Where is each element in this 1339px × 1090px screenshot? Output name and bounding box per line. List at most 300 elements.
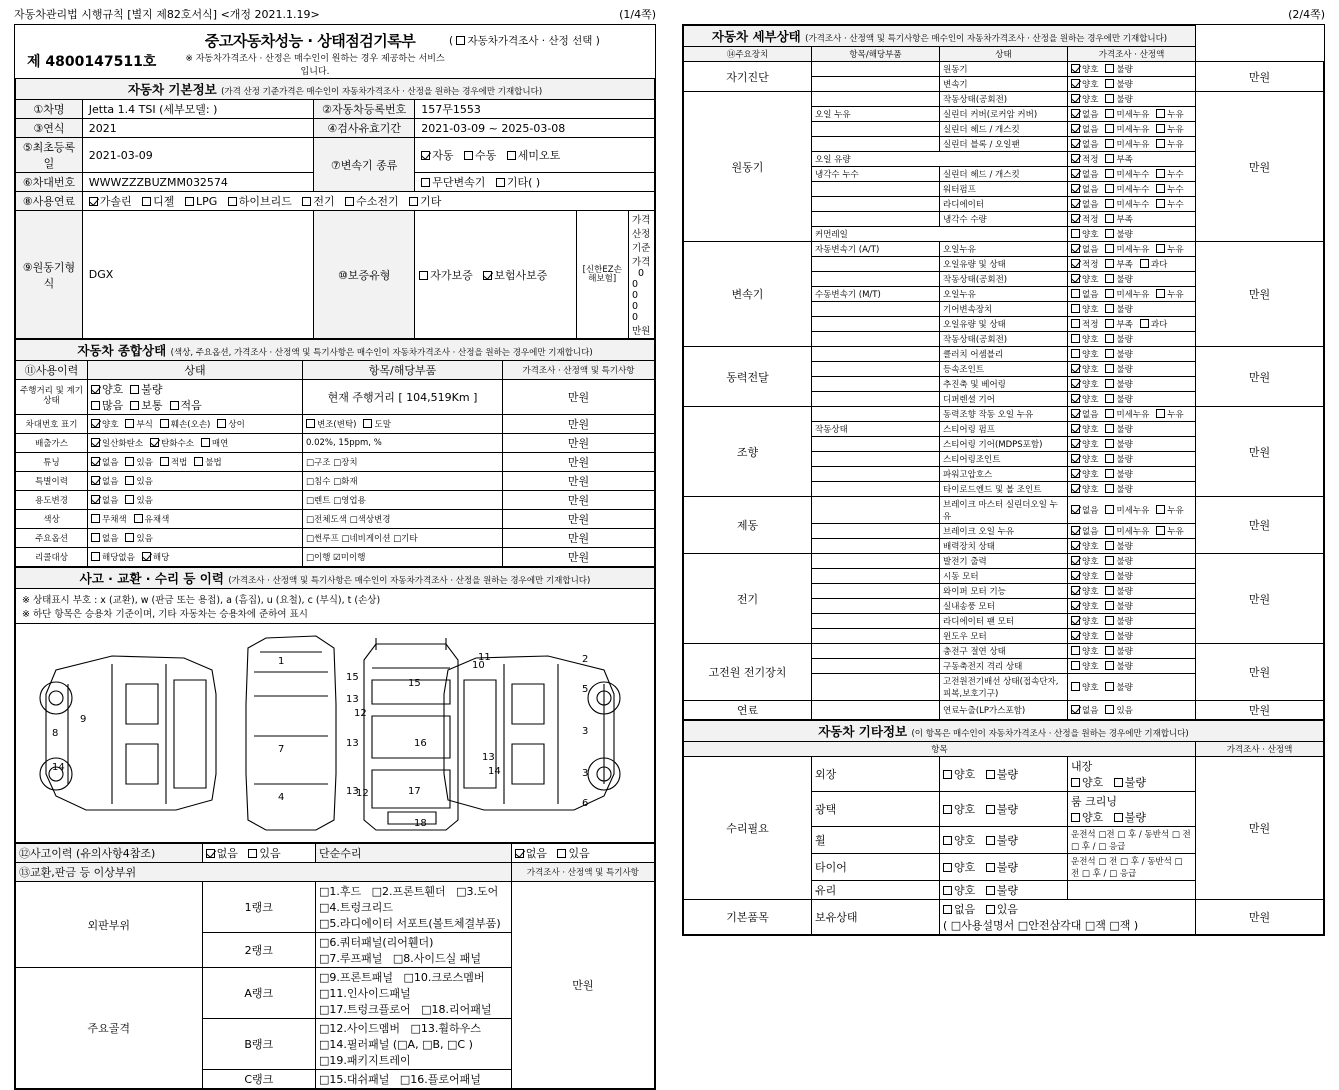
odometer-good[interactable]: 양호 <box>91 381 123 397</box>
detail-option-checkbox[interactable] <box>1156 289 1165 298</box>
detail-option-checkbox[interactable] <box>1071 244 1080 253</box>
detail-option-checkbox[interactable] <box>1105 526 1114 535</box>
detail-option-checkbox[interactable] <box>1105 646 1114 655</box>
detail-option-양호[interactable] <box>1071 681 1098 693</box>
detail-option-누유[interactable] <box>1156 243 1183 255</box>
interior-good-checkbox[interactable] <box>1071 778 1080 787</box>
detail-option-미세누유[interactable] <box>1105 123 1149 135</box>
detail-option-미세누유[interactable] <box>1105 108 1149 120</box>
detail-option-checkbox[interactable] <box>1105 556 1114 565</box>
detail-option-checkbox[interactable] <box>1105 454 1114 463</box>
detail-option-checkbox[interactable] <box>1105 109 1114 118</box>
vinmark-corrosion[interactable]: 부식 <box>125 418 152 430</box>
usage-yes[interactable]: 있음 <box>125 494 152 506</box>
detail-option-없음[interactable] <box>1071 504 1098 516</box>
detail-option-checkbox[interactable] <box>1071 64 1080 73</box>
detail-option-불량[interactable] <box>1105 378 1132 390</box>
detail-option-checkbox[interactable] <box>1071 169 1080 178</box>
warranty-self-checkbox[interactable] <box>419 271 428 280</box>
detail-option-미세누수[interactable] <box>1105 183 1149 195</box>
usage-none-checkbox[interactable] <box>91 495 100 504</box>
detail-option-checkbox[interactable] <box>1071 124 1080 133</box>
detail-option-불량[interactable] <box>1105 393 1132 405</box>
detail-option-checkbox[interactable] <box>1071 409 1080 418</box>
panel-trunk-lid[interactable]: □4.트렁크리드 <box>318 901 394 914</box>
detail-option-미세누유[interactable] <box>1105 243 1149 255</box>
color-parts[interactable]: □전체도색 □색상변경 <box>303 510 503 529</box>
detail-option-checkbox[interactable] <box>1071 631 1080 640</box>
detail-option-checkbox[interactable] <box>1105 289 1114 298</box>
detail-option-checkbox[interactable] <box>1071 541 1080 550</box>
recall-applicable-checkbox[interactable] <box>142 552 151 561</box>
color-chromatic[interactable]: 유채색 <box>134 513 170 525</box>
fuel-diesel-checkbox[interactable] <box>142 197 151 206</box>
frame-front-panel[interactable]: □9.프론트패널 <box>318 971 394 984</box>
detail-option-checkbox[interactable] <box>1071 139 1080 148</box>
detail-option-checkbox[interactable] <box>1105 319 1114 328</box>
special-yes[interactable]: 있음 <box>125 475 152 487</box>
detail-option-양호[interactable] <box>1071 273 1098 285</box>
vinmark-erased-checkbox[interactable] <box>363 419 372 428</box>
transmission-other-checkbox[interactable] <box>496 178 505 187</box>
detail-option-누수[interactable] <box>1156 198 1183 210</box>
detail-option-checkbox[interactable] <box>1156 109 1165 118</box>
detail-option-없음[interactable] <box>1071 108 1098 120</box>
detail-option-checkbox[interactable] <box>1156 505 1165 514</box>
detail-option-부족[interactable] <box>1105 153 1132 165</box>
exterior-good-checkbox[interactable] <box>943 770 952 779</box>
emission-co[interactable]: 일산화탄소 <box>91 437 143 449</box>
detail-option-checkbox[interactable] <box>1105 274 1114 283</box>
detail-option-checkbox[interactable] <box>1156 139 1165 148</box>
emission-smoke-checkbox[interactable] <box>201 438 210 447</box>
detail-option-checkbox[interactable] <box>1071 229 1080 238</box>
transmission-cvt-checkbox[interactable] <box>421 178 430 187</box>
detail-option-불량[interactable] <box>1105 468 1132 480</box>
detail-option-checkbox[interactable] <box>1071 556 1080 565</box>
fuel-option-hydrogen[interactable] <box>345 193 399 209</box>
detail-option-양호[interactable] <box>1071 630 1098 642</box>
detail-option-불량[interactable] <box>1105 273 1132 285</box>
color-achromatic-checkbox[interactable] <box>91 514 100 523</box>
fuel-option-gasoline[interactable] <box>89 193 132 209</box>
tuning-yes[interactable]: 있음 <box>125 456 152 468</box>
frame-inside-panel[interactable]: □11.인사이드패널 <box>318 987 411 1000</box>
usage-none[interactable]: 없음 <box>91 494 118 506</box>
fuel-option-diesel[interactable] <box>142 193 174 209</box>
detail-option-checkbox[interactable] <box>1071 304 1080 313</box>
polish-bad[interactable]: 불량 <box>986 801 1018 817</box>
accident-none[interactable]: 없음 <box>206 845 238 861</box>
detail-option-checkbox[interactable] <box>1105 349 1114 358</box>
accident-yes-checkbox[interactable] <box>248 849 257 858</box>
transmission-option-semiauto[interactable] <box>507 147 561 163</box>
detail-option-미세누유[interactable] <box>1105 504 1149 516</box>
transmission-semiauto-checkbox[interactable] <box>507 151 516 160</box>
detail-option-checkbox[interactable] <box>1105 682 1114 691</box>
fuel-other-checkbox[interactable] <box>409 197 418 206</box>
detail-option-checkbox[interactable] <box>1105 154 1114 163</box>
detail-option-미세누유[interactable] <box>1105 138 1149 150</box>
fuel-electric-checkbox[interactable] <box>302 197 311 206</box>
simple-none[interactable]: 없음 <box>515 845 547 861</box>
frame-dash-panel[interactable]: □15.대쉬패널 <box>318 1073 390 1086</box>
vinmark-good[interactable]: 양호 <box>91 418 118 430</box>
fuel-hydrogen-checkbox[interactable] <box>345 197 354 206</box>
warranty-option-self[interactable] <box>419 267 473 283</box>
detail-option-누유[interactable] <box>1156 408 1183 420</box>
vinmark-damage[interactable]: 훼손(오손) <box>160 418 210 430</box>
roomcleaning-good-checkbox[interactable] <box>1071 813 1080 822</box>
detail-option-checkbox[interactable] <box>1071 214 1080 223</box>
detail-option-checkbox[interactable] <box>1071 469 1080 478</box>
detail-option-checkbox[interactable] <box>1105 541 1114 550</box>
detail-option-불량[interactable] <box>1105 570 1132 582</box>
detail-option-checkbox[interactable] <box>1071 646 1080 655</box>
detail-option-없음[interactable] <box>1071 288 1098 300</box>
detail-option-양호[interactable] <box>1071 348 1098 360</box>
detail-option-불량[interactable] <box>1105 453 1132 465</box>
detail-option-과다[interactable] <box>1140 258 1167 270</box>
detail-option-불량[interactable] <box>1105 438 1132 450</box>
detail-option-불량[interactable] <box>1105 333 1132 345</box>
detail-option-불량[interactable] <box>1105 615 1132 627</box>
interior-bad[interactable]: 불량 <box>1114 774 1146 790</box>
detail-option-checkbox[interactable] <box>1105 424 1114 433</box>
recall-applicable[interactable]: 해당 <box>142 551 169 563</box>
detail-option-누유[interactable] <box>1156 138 1183 150</box>
detail-option-checkbox[interactable] <box>1156 169 1165 178</box>
interior-bad-checkbox[interactable] <box>1114 778 1123 787</box>
detail-option-양호[interactable] <box>1071 303 1098 315</box>
detail-option-checkbox[interactable] <box>1105 229 1114 238</box>
detail-option-불량[interactable] <box>1105 78 1132 90</box>
detail-option-양호[interactable] <box>1071 78 1098 90</box>
detail-option-없음[interactable] <box>1071 168 1098 180</box>
panel-door[interactable]: □3.도어 <box>456 885 499 898</box>
detail-option-checkbox[interactable] <box>1156 199 1165 208</box>
odometer-good-checkbox[interactable] <box>91 385 100 394</box>
odometer-many-checkbox[interactable] <box>91 401 100 410</box>
roomcleaning-bad-checkbox[interactable] <box>1114 813 1123 822</box>
usage-yes-checkbox[interactable] <box>125 495 134 504</box>
detail-option-있음[interactable] <box>1105 704 1132 716</box>
frame-cross-member[interactable]: □10.크로스멤버 <box>403 971 485 984</box>
detail-option-없음[interactable] <box>1071 408 1098 420</box>
odometer-few-checkbox[interactable] <box>170 401 179 410</box>
tuning-legal[interactable]: 적법 <box>160 456 187 468</box>
detail-option-양호[interactable] <box>1071 378 1098 390</box>
vinmark-altered-checkbox[interactable] <box>306 419 315 428</box>
fuel-lpg-checkbox[interactable] <box>185 197 194 206</box>
simple-yes[interactable]: 있음 <box>557 845 589 861</box>
detail-option-적정[interactable] <box>1071 318 1098 330</box>
vinmark-good-checkbox[interactable] <box>91 419 100 428</box>
detail-option-불량[interactable] <box>1105 660 1132 672</box>
detail-option-checkbox[interactable] <box>1071 154 1080 163</box>
detail-option-양호[interactable] <box>1071 93 1098 105</box>
detail-option-누유[interactable] <box>1156 504 1183 516</box>
detail-option-불량[interactable] <box>1105 645 1132 657</box>
odometer-normal[interactable]: 보통 <box>130 397 162 413</box>
detail-option-없음[interactable] <box>1071 704 1098 716</box>
glass-bad-checkbox[interactable] <box>986 886 995 895</box>
wheel-good[interactable]: 양호 <box>943 832 975 848</box>
detail-option-checkbox[interactable] <box>1105 379 1114 388</box>
detail-option-양호[interactable] <box>1071 645 1098 657</box>
emission-smoke[interactable]: 매연 <box>201 437 228 449</box>
tuning-legal-checkbox[interactable] <box>160 457 169 466</box>
options-none[interactable]: 없음 <box>91 532 118 544</box>
detail-option-양호[interactable] <box>1071 453 1098 465</box>
detail-option-누수[interactable] <box>1156 183 1183 195</box>
polish-good[interactable]: 양호 <box>943 801 975 817</box>
detail-option-불량[interactable] <box>1105 63 1132 75</box>
detail-option-checkbox[interactable] <box>1071 394 1080 403</box>
tuning-none-checkbox[interactable] <box>91 457 100 466</box>
polish-bad-checkbox[interactable] <box>986 805 995 814</box>
detail-option-checkbox[interactable] <box>1071 289 1080 298</box>
detail-option-미세누유[interactable] <box>1105 525 1149 537</box>
detail-option-checkbox[interactable] <box>1071 259 1080 268</box>
interior-good[interactable]: 양호 <box>1071 774 1103 790</box>
tire-good[interactable]: 양호 <box>943 859 975 875</box>
detail-option-checkbox[interactable] <box>1071 586 1080 595</box>
detail-option-checkbox[interactable] <box>1071 379 1080 388</box>
options-yes[interactable]: 있음 <box>125 532 152 544</box>
transmission-option-other[interactable] <box>496 174 540 190</box>
detail-option-checkbox[interactable] <box>1071 79 1080 88</box>
detail-option-checkbox[interactable] <box>1105 601 1114 610</box>
vinmark-altered[interactable]: 변조(변탁) <box>306 418 356 430</box>
detail-option-없음[interactable] <box>1071 525 1098 537</box>
panel-front-fender[interactable]: □2.프론트휀더 <box>371 885 446 898</box>
odometer-many[interactable]: 많음 <box>91 397 123 413</box>
detail-option-checkbox[interactable] <box>1105 334 1114 343</box>
tuning-yes-checkbox[interactable] <box>125 457 134 466</box>
detail-option-checkbox[interactable] <box>1105 705 1114 714</box>
basic-items-detail[interactable]: ( □사용설명서 □안전삼각대 □잭 □잭 ) <box>943 919 1139 932</box>
vinmark-different-checkbox[interactable] <box>217 419 226 428</box>
tire-good-checkbox[interactable] <box>943 863 952 872</box>
detail-option-checkbox[interactable] <box>1105 505 1114 514</box>
detail-option-checkbox[interactable] <box>1156 184 1165 193</box>
detail-option-checkbox[interactable] <box>1071 571 1080 580</box>
frame-trunk-floor[interactable]: □17.트렁크플로어 <box>318 1003 411 1016</box>
detail-option-checkbox[interactable] <box>1071 526 1080 535</box>
panel-hood[interactable]: □1.후드 <box>318 885 362 898</box>
panel-side-sill[interactable]: □8.사이드실 패널 <box>392 952 482 965</box>
detail-option-적정[interactable] <box>1071 258 1098 270</box>
detail-option-checkbox[interactable] <box>1071 319 1080 328</box>
frame-pillar-panel[interactable]: □14.필러패널 (□A, □B, □C ) <box>318 1038 473 1051</box>
transmission-manual-checkbox[interactable] <box>464 151 473 160</box>
detail-option-양호[interactable] <box>1071 228 1098 240</box>
detail-option-checkbox[interactable] <box>1105 259 1114 268</box>
detail-option-불량[interactable] <box>1105 600 1132 612</box>
wheel-bad[interactable]: 불량 <box>986 832 1018 848</box>
detail-option-누수[interactable] <box>1156 168 1183 180</box>
special-yes-checkbox[interactable] <box>125 476 134 485</box>
etc-wheel-position[interactable]: 운전석 □전 □ 후 / 동반석 □ 전 □ 후 / □ 응급 <box>1068 827 1196 854</box>
detail-option-checkbox[interactable] <box>1156 244 1165 253</box>
detail-option-양호[interactable] <box>1071 540 1098 552</box>
detail-option-checkbox[interactable] <box>1071 184 1080 193</box>
detail-option-checkbox[interactable] <box>1105 439 1114 448</box>
fuel-option-hybrid[interactable] <box>228 193 292 209</box>
detail-option-부족[interactable] <box>1105 318 1132 330</box>
detail-option-checkbox[interactable] <box>1071 682 1080 691</box>
simple-none-checkbox[interactable] <box>515 849 524 858</box>
panel-quarter[interactable]: □6.쿼터패널(리어휀더) <box>318 936 434 949</box>
roomcleaning-bad[interactable]: 불량 <box>1114 809 1146 825</box>
recall-parts[interactable]: □이행 ☑미이행 <box>303 548 503 567</box>
fuel-option-other[interactable] <box>409 193 441 209</box>
detail-option-checkbox[interactable] <box>1071 109 1080 118</box>
recall-na[interactable]: 해당없음 <box>91 551 135 563</box>
detail-option-없음[interactable] <box>1071 198 1098 210</box>
detail-option-checkbox[interactable] <box>1105 571 1114 580</box>
options-yes-checkbox[interactable] <box>125 533 134 542</box>
frame-wheel-house[interactable]: □13.휠하우스 <box>410 1022 481 1035</box>
frame-side-member[interactable]: □12.사이드멤버 <box>318 1022 401 1035</box>
detail-option-checkbox[interactable] <box>1105 169 1114 178</box>
transmission-option-auto[interactable] <box>421 147 453 163</box>
options-none-checkbox[interactable] <box>91 533 100 542</box>
detail-option-없음[interactable] <box>1071 243 1098 255</box>
fuel-hybrid-checkbox[interactable] <box>228 197 237 206</box>
tuning-illegal[interactable]: 불법 <box>194 456 221 468</box>
detail-option-checkbox[interactable] <box>1105 94 1114 103</box>
detail-option-불량[interactable] <box>1105 585 1132 597</box>
detail-option-양호[interactable] <box>1071 333 1098 345</box>
detail-option-부족[interactable] <box>1105 258 1132 270</box>
detail-option-불량[interactable] <box>1105 423 1132 435</box>
detail-option-checkbox[interactable] <box>1156 124 1165 133</box>
warranty-insurer-checkbox[interactable] <box>483 271 492 280</box>
detail-option-checkbox[interactable] <box>1071 199 1080 208</box>
detail-option-미세누유[interactable] <box>1105 408 1149 420</box>
detail-option-checkbox[interactable] <box>1071 505 1080 514</box>
special-parts[interactable]: □침수 □화재 <box>303 472 503 491</box>
detail-option-양호[interactable] <box>1071 63 1098 75</box>
color-chromatic-checkbox[interactable] <box>134 514 143 523</box>
detail-option-양호[interactable] <box>1071 600 1098 612</box>
glass-good[interactable]: 양호 <box>943 882 975 898</box>
detail-option-없음[interactable] <box>1071 138 1098 150</box>
recall-na-checkbox[interactable] <box>91 552 100 561</box>
detail-option-적정[interactable] <box>1071 213 1098 225</box>
detail-option-checkbox[interactable] <box>1105 184 1114 193</box>
glass-good-checkbox[interactable] <box>943 886 952 895</box>
detail-option-checkbox[interactable] <box>1071 454 1080 463</box>
detail-option-미세누수[interactable] <box>1105 198 1149 210</box>
detail-option-미세누유[interactable] <box>1105 288 1149 300</box>
vinmark-corrosion-checkbox[interactable] <box>125 419 134 428</box>
basic-items-none-checkbox[interactable] <box>943 905 952 914</box>
detail-option-checkbox[interactable] <box>1071 484 1080 493</box>
detail-option-불량[interactable] <box>1105 483 1132 495</box>
exterior-bad-checkbox[interactable] <box>986 770 995 779</box>
detail-option-불량[interactable] <box>1105 681 1132 693</box>
special-none-checkbox[interactable] <box>91 476 100 485</box>
detail-option-checkbox[interactable] <box>1105 394 1114 403</box>
detail-option-불량[interactable] <box>1105 555 1132 567</box>
detail-option-양호[interactable] <box>1071 585 1098 597</box>
detail-option-checkbox[interactable] <box>1140 319 1149 328</box>
detail-option-양호[interactable] <box>1071 363 1098 375</box>
odometer-bad[interactable]: 불량 <box>130 381 162 397</box>
detail-option-누유[interactable] <box>1156 123 1183 135</box>
detail-option-양호[interactable] <box>1071 660 1098 672</box>
detail-option-양호[interactable] <box>1071 570 1098 582</box>
odometer-few[interactable]: 적음 <box>170 397 202 413</box>
detail-option-checkbox[interactable] <box>1105 484 1114 493</box>
tuning-illegal-checkbox[interactable] <box>194 457 203 466</box>
detail-option-checkbox[interactable] <box>1105 631 1114 640</box>
tuning-parts[interactable]: □구조 □장치 <box>303 453 503 472</box>
frame-package-tray[interactable]: □19.패키지트레이 <box>318 1054 411 1067</box>
detail-option-적정[interactable] <box>1071 153 1098 165</box>
fuel-option-lpg[interactable] <box>185 195 217 208</box>
detail-option-checkbox[interactable] <box>1071 94 1080 103</box>
detail-option-양호[interactable] <box>1071 438 1098 450</box>
vinmark-damage-checkbox[interactable] <box>160 419 169 428</box>
detail-option-checkbox[interactable] <box>1105 469 1114 478</box>
frame-rear-panel[interactable]: □18.리어패널 <box>421 1003 492 1016</box>
detail-option-checkbox[interactable] <box>1140 259 1149 268</box>
odometer-normal-checkbox[interactable] <box>130 401 139 410</box>
detail-option-checkbox[interactable] <box>1105 79 1114 88</box>
detail-option-checkbox[interactable] <box>1071 439 1080 448</box>
detail-option-없음[interactable] <box>1071 183 1098 195</box>
detail-option-누유[interactable] <box>1156 525 1183 537</box>
basic-items-yes[interactable]: 있음 <box>986 901 1018 917</box>
accident-yes[interactable]: 있음 <box>248 845 280 861</box>
price-option-checkbox[interactable] <box>456 36 465 45</box>
wheel-good-checkbox[interactable] <box>943 836 952 845</box>
detail-option-불량[interactable] <box>1105 228 1132 240</box>
etc-tire-position[interactable]: 운전석 □ 전 □ 후 / 동반석 □ 전 □ 후 / □ 응급 <box>1068 854 1196 881</box>
detail-option-없음[interactable] <box>1071 123 1098 135</box>
detail-option-양호[interactable] <box>1071 423 1098 435</box>
exterior-bad[interactable]: 불량 <box>986 766 1018 782</box>
detail-option-checkbox[interactable] <box>1071 661 1080 670</box>
detail-option-checkbox[interactable] <box>1105 409 1114 418</box>
wheel-bad-checkbox[interactable] <box>986 836 995 845</box>
detail-option-checkbox[interactable] <box>1105 304 1114 313</box>
transmission-option-manual[interactable] <box>464 147 496 163</box>
vinmark-erased[interactable]: 도말 <box>363 418 390 430</box>
detail-option-checkbox[interactable] <box>1071 364 1080 373</box>
emission-co-checkbox[interactable] <box>91 438 100 447</box>
detail-option-불량[interactable] <box>1105 93 1132 105</box>
accident-none-checkbox[interactable] <box>206 849 215 858</box>
fuel-gasoline-checkbox[interactable] <box>89 197 98 206</box>
detail-option-누유[interactable] <box>1156 288 1183 300</box>
detail-option-checkbox[interactable] <box>1071 616 1080 625</box>
panel-roof[interactable]: □7.루프패널 <box>318 952 383 965</box>
detail-option-checkbox[interactable] <box>1156 526 1165 535</box>
detail-option-checkbox[interactable] <box>1105 214 1114 223</box>
usage-parts[interactable]: □렌트 □영업용 <box>303 491 503 510</box>
glass-bad[interactable]: 불량 <box>986 882 1018 898</box>
detail-option-checkbox[interactable] <box>1105 661 1114 670</box>
emission-hc[interactable]: 탄화수소 <box>150 437 194 449</box>
detail-option-checkbox[interactable] <box>1105 244 1114 253</box>
detail-option-불량[interactable] <box>1105 363 1132 375</box>
detail-option-checkbox[interactable] <box>1071 274 1080 283</box>
